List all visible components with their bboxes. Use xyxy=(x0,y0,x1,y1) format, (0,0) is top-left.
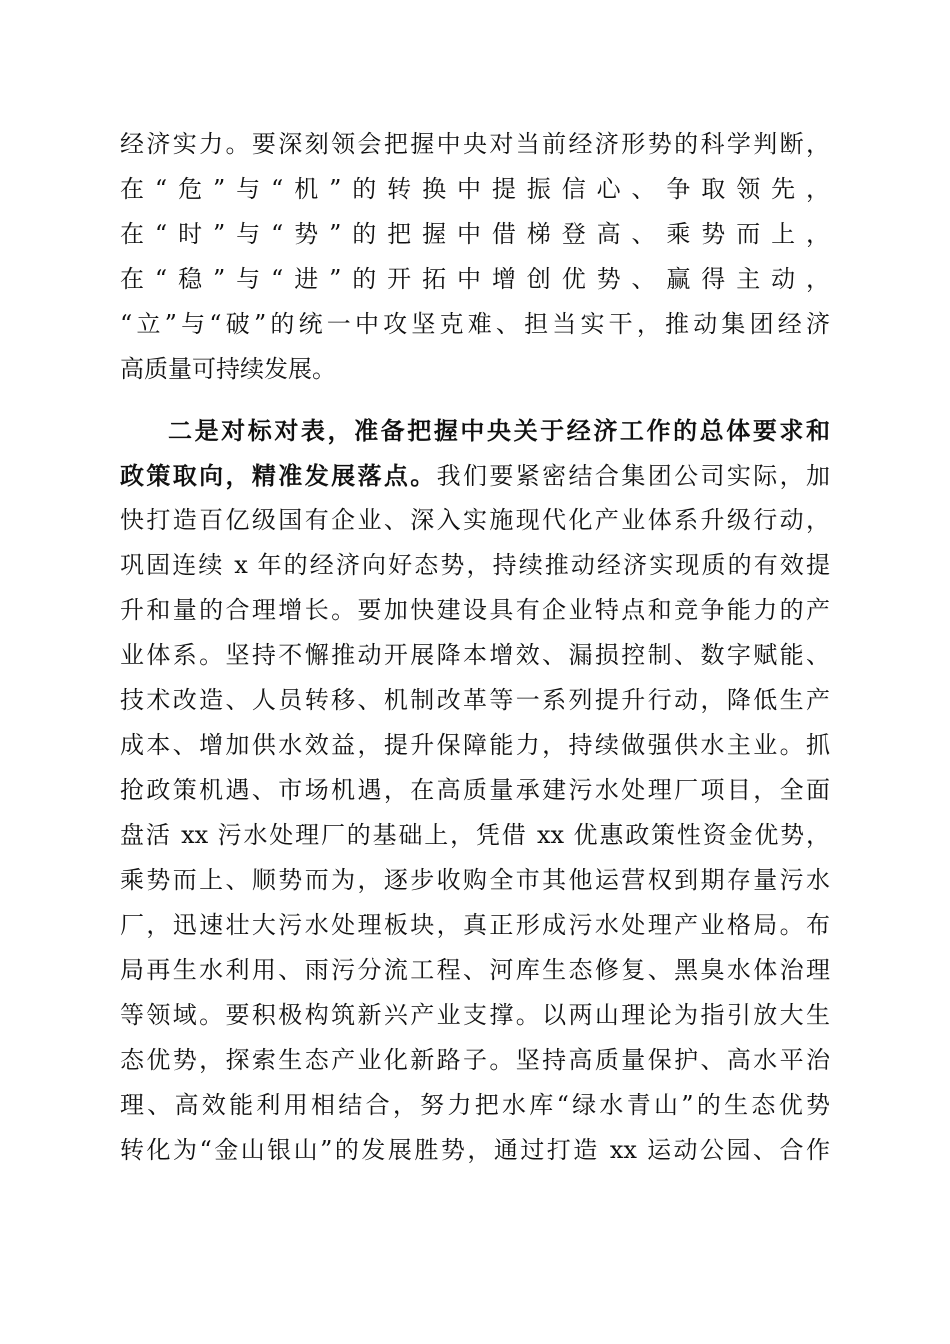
text-inline: 我们要紧密结合集团公司实际，加 xyxy=(436,462,830,490)
document-body xyxy=(120,122,830,1173)
text-line: 理、高效能利用相结合，努力把水库“绿水青山”的生态优势 xyxy=(120,1091,830,1119)
text-line: 业体系。坚持不懈推动开展降本增效、漏损控制、数字赋能、 xyxy=(120,641,830,669)
section-heading-continued xyxy=(120,453,830,498)
text-line: 成本、增加供水效益，提升保障能力，持续做强供水主业。抓 xyxy=(120,731,830,759)
text-line: 态优势，探索生态产业化新路子。坚持高质量保护、高水平治 xyxy=(120,1046,830,1074)
text-line: 高质量可持续发展。 xyxy=(120,355,336,383)
text-line: 转化为“金山银山”的发展胜势，通过打造 xx 运动公园、合作 xyxy=(120,1136,830,1164)
text-line: 乘势而上、顺势而为，逐步收购全市其他运营权到期存量污水 xyxy=(120,866,830,894)
section-heading-end: 政策取向，精准发展落点。 xyxy=(120,461,437,490)
text-line: 巩固连续 x 年的经济向好态势，持续推动经济实现质的有效提 xyxy=(120,551,830,579)
text-line: 升和量的合理增长。要加快建设具有企业特点和竞争能力的产 xyxy=(120,596,830,624)
text-line: 在“时”与“势”的把握中借梯登高、乘势而上， xyxy=(120,220,830,248)
text-line: 在“危”与“机”的转换中提振信心、争取领先， xyxy=(120,175,830,203)
text-line: 等领域。要积极构筑新兴产业支撑。以两山理论为指引放大生 xyxy=(120,1001,830,1029)
text-line: 技术改造、人员转移、机制改革等一系列提升行动，降低生产 xyxy=(120,686,830,714)
text-line: 在“稳”与“进”的开拓中增创优势、赢得主动， xyxy=(120,265,830,293)
text-line: 局再生水利用、雨污分流工程、河库生态修复、黑臭水体治理 xyxy=(120,956,830,984)
paragraph-gap xyxy=(120,392,830,408)
section-heading: 二是对标对表，准备把握中央关于经济工作的总体要求和 xyxy=(168,416,830,445)
text-line: 快打造百亿级国有企业、深入实施现代化产业体系升级行动， xyxy=(120,506,830,534)
text-line: “立”与“破”的统一中攻坚克难、担当实干，推动集团经济 xyxy=(120,310,830,338)
text-line: 厂，迅速壮大污水处理板块，真正形成污水处理产业格局。布 xyxy=(120,911,830,939)
text-line: 盘活 xx 污水处理厂的基础上，凭借 xx 优惠政策性资金优势， xyxy=(120,821,830,849)
text-line: 经济实力。要深刻领会把握中央对当前经济形势的科学判断， xyxy=(120,130,830,158)
text-line: 抢政策机遇、市场机遇，在高质量承建污水处理厂项目，全面 xyxy=(120,776,830,804)
